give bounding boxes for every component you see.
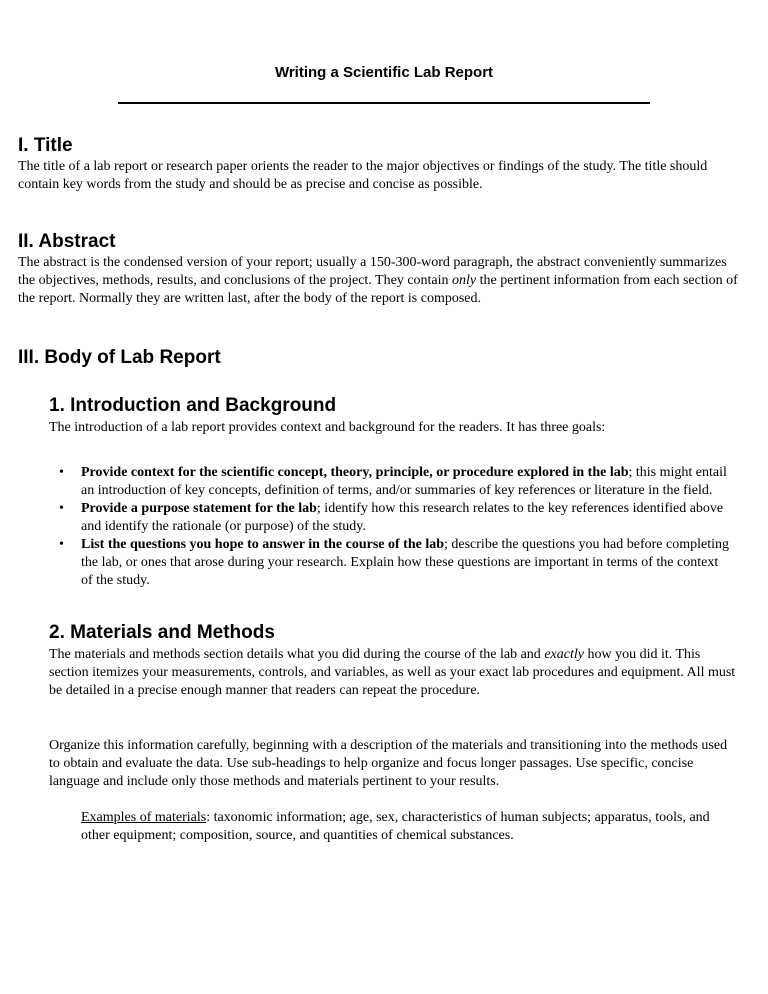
goal-bold-text: List the questions you hope to answer in the course of the lab xyxy=(81,537,444,552)
goal-bold-text: Provide context for the scientific concept, theory, principle, or procedure explored in the lab xyxy=(81,465,629,480)
methods-text-start: The materials and methods section details what you did during the course of the lab and xyxy=(49,647,545,662)
abstract-text-end: the pertinent information from each section of the report. Normally they are written last, after the body of the report is composed. xyxy=(18,273,738,306)
section-heading-body: III. Body of Lab Report xyxy=(18,347,221,368)
title-underline-rule xyxy=(118,102,650,104)
subsection-heading-introduction: 1. Introduction and Background xyxy=(49,395,337,416)
document-title: Writing a Scientific Lab Report xyxy=(274,64,494,81)
methods-paragraph-2: Organize this information carefully, beginning with a description of the materials and transitioning into the methods used to obtain and evaluate the data. Use sub-headings to help organize and focus longer passages. Use specific, concise language and include only those methods and materials pertinent to your results. xyxy=(49,738,728,789)
title-paragraph: The title of a lab report or research paper orients the reader to the major objectives or findings of the study. The title should contain key words from the study and should be as precise and concise as possible. xyxy=(18,159,708,192)
bullet-icon: • xyxy=(59,465,64,480)
section-heading-title: I. Title xyxy=(18,135,73,156)
examples-text: : taxonomic information; age, sex, characteristics of human subjects; apparatus, tools, and other equipment; composition, source, and quantities of chemical substances. xyxy=(81,810,710,843)
goal-text: ; describe the questions you had before completing the lab, or ones that arose during your research. Explain how these questions are important in terms of the context of the study. xyxy=(81,537,729,588)
bullet-icon: • xyxy=(59,537,64,552)
examples-label: Examples of materials xyxy=(81,810,207,825)
list-item xyxy=(49,500,729,536)
section-heading-abstract: II. Abstract xyxy=(18,231,116,252)
list-item xyxy=(49,464,729,500)
methods-paragraph-1 xyxy=(49,646,739,700)
introduction-paragraph: The introduction of a lab report provides context and background for the readers. It has three goals: xyxy=(49,420,606,435)
abstract-paragraph xyxy=(18,254,738,308)
goal-text: ; this might entail an introduction of key concepts, definition of terms, and/or summaries of key references or literature in the field. xyxy=(81,465,727,498)
list-item xyxy=(49,536,729,590)
goal-bold-text: Provide a purpose statement for the lab xyxy=(81,501,317,516)
methods-emphasis: exactly xyxy=(544,647,584,662)
goal-text: ; identify how this research relates to the key references identified above and identify the rationale (or purpose) of the study. xyxy=(81,501,724,534)
materials-examples-paragraph xyxy=(81,809,741,845)
abstract-text-start: The abstract is the condensed version of your report; usually a 150-300-word paragraph, the abstract conveniently summarizes the objectives, methods, results, and conclusions of the project. They contain xyxy=(18,255,727,288)
bullet-icon: • xyxy=(59,501,64,516)
goals-list xyxy=(49,464,729,590)
abstract-emphasis: only xyxy=(452,273,477,288)
subsection-heading-methods: 2. Materials and Methods xyxy=(49,622,275,643)
methods-text-end: how you did it. This section itemizes your measurements, controls, and variables, as well as your exact lab procedures and equipment. All must be detailed in a precise enough manner that readers can repeat the procedure. xyxy=(49,647,736,698)
